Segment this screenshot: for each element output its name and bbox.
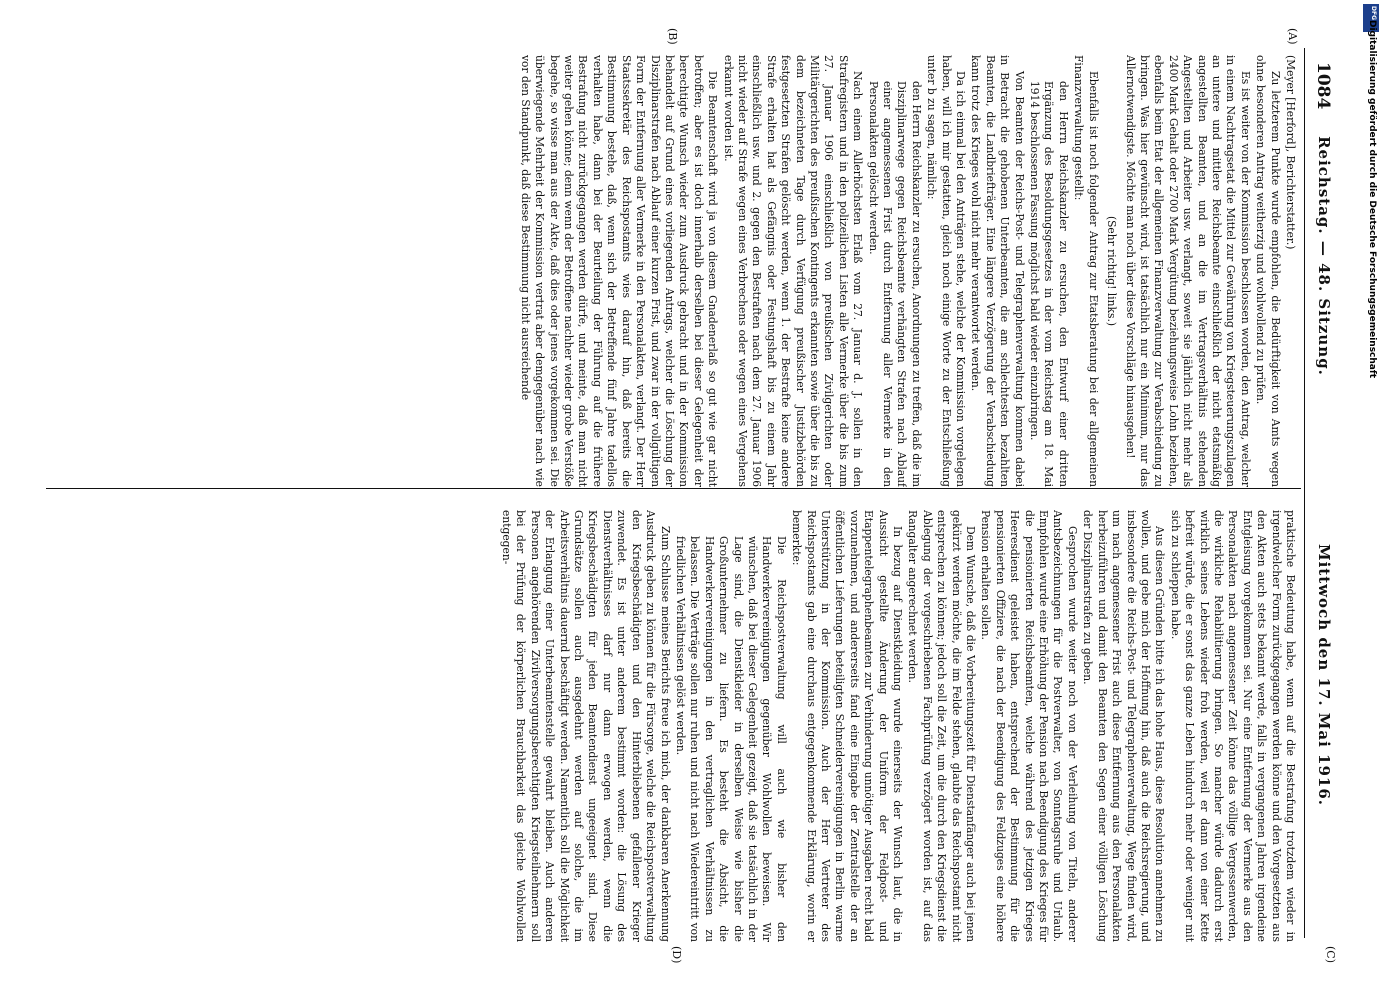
paragraph: Ebenfalls ist noch folgender Antrag zur Etatsberatung bei der allgemeinen Finanzverwaltung gestellt:	[1072, 55, 1100, 487]
margin-marker-b: (B)	[666, 28, 679, 45]
header-left-title: Reichstag. — 48. Sitzung.	[1315, 136, 1333, 376]
column-divider	[46, 488, 1301, 489]
paragraph: Gesprochen wurde weiter noch von der Verleihung von Titeln, anderer Amtsbezeichnungen für die Postverwalter, von Sonntagsruhe und Urlaub. Empfohlen wurde eine Erhöhung der Pension nach Beendigung des Krieges für die pensionierten Reichsbeamten, welche während des jetzigen Krieges Heeresdienst geleistet haben, entsprechend der Bestimmung für die pensionierten Offiziere, die nach der Beendigung des Feldzuges eine höhere Pension erhalten sollen.	[979, 510, 1079, 942]
header-rule	[1304, 48, 1305, 938]
dfg-logo-text: DFG	[1370, 6, 1377, 21]
paragraph: Dem Wunsche, daß die Vorbereitungszeit für Dienstanfänger auch bei jenen gekürzt werden möchte, die im Felde stehen, glaubte das Reichspostamt nicht entsprechen zu können; jedoch soll die Zeit, um die durch den Kriegsdienst die Ablegung der vorgeschriebenen Fachprüfung verzögert worden ist, auf das Rangalter angerechnet werden.	[906, 510, 978, 942]
paragraph: Da ich einmal bei den Anträgen stehe, welche der Kommission vorgelegen haben, will ich mir gestatten, gleich noch einige Worte zu der Entschließung unter b zu sagen, nämlich:	[925, 55, 968, 487]
page-number: 1084	[1313, 62, 1333, 110]
paragraph: Zu letzterem Punkte wurde empfohlen, die Bedürftigkeit von Amts wegen ohne besonderen Antrag weitherzig und wohlwollend zu prüfen.	[1254, 55, 1282, 487]
paragraph: Nach einem Allerhöchsten Erlaß vom 27. Januar d. J. sollen in den Strafregistern und in den polizeilichen Listen alle Vermerke über die bis zum 27. Januar 1906 einschließlich von preußischen Zivilgerichten oder Militärgerichten des preußischen Kontingents erkannten sowie über die bis zu dem bezeichneten Tage durch Verfügung preußischer Justizbehörden festgesetzten Strafen gelöscht werden, wenn 1. der Bestrafte keine andere Strafe erhalten hat als Gefängnis oder Festungshaft bis zu einem Jahr einschließlich usw. und 2. gegen den Bestraften nach dem 27. Januar 1906 nicht wieder auf Strafe wegen eines Verbrechens oder wegen eines Vergehens erkannt worden ist.	[721, 55, 865, 487]
paragraph: Es ist weiter von der Kommission beschlossen worden, den Antrag, welcher in einem Nachtragsetat die Mittel zur Gewährung von Kriegsteuerungszulagen an untere und mittlere Reichsbeamte einschließlich der nicht etatsmäßig angestellten Beamten, und an die im Vertragsverhältnis stehenden Angestellten und Arbeiter usw. verlangt, soweit sie jährlich nicht mehr als 2400 Mark Gehalt oder 2700 Mark Vergütung beziehungsweise Lohn beziehen, ebenfalls beim Etat der allgemeinen Finanzverwaltung zur Verabschiedung zu bringen. Was hier gewünscht wird, ist tatsächlich nur ein Minimum, nur das Allernotwendigste. Möchte man noch über diese Vorschläge hinausgehen!	[1123, 55, 1252, 487]
paragraph: Zum Schlusse meines Berichts freue ich mich, der dankbaren Anerkennung Ausdruck geben zu können für die Fürsorge, welche die Reichspostverwaltung den Kriegsbeschädigten und den Hinterbliebenen gefallener Krieger zuwendet. Es ist unter anderem bestimmt worden: die Lösung des Dienstverhältnisses darf nur dann erwogen werden, wenn die Kriegsbeschädigten für jeden Beamtendienst ungeeignet sind. Diese Grundsätze sollen auch ausgedehnt werden auf solche, die im Arbeitsverhältnis dauernd beschäftigt werden. Namentlich soll die Möglichkeit der Erlangung einer Unterbeamtenstelle gewahrt bleiben. Auch anderen Personen angehörenden Zivilversorgungsberechtigten Kriegsteilnehmern soll bei der Prüfung der körperlichen Brauchbarkeit das gleiche Wohlwollen entgegen-	[500, 510, 672, 942]
quoted-motion: den Herrn Reichskanzler zu ersuchen, Anordnungen zu treffen, daß die im Disziplinarwege gegen Reichsbeamte verhängten Strafen nach Ablauf einer angemessenen Frist durch Entfernung aller Vermerke in den Personalakten gelöscht werden.	[866, 81, 923, 487]
margin-marker-c: (C)	[1324, 946, 1337, 963]
paragraph: Aus diesen Gründen bitte ich das hohe Haus, diese Resolution annehmen zu wollen, und gebe mich der Hoffnung hin, daß auch die Reichsregierung, und insbesondere die Reichs-Post- und Telegraphenverwaltung, Wege finden wird, um nach angemessener Frist auch diese Entfernung aus den Personalakten herbeizuführen und damit den Beamten den Segen einer völligen Löschung der Disziplinarstrafen zu geben.	[1081, 510, 1167, 942]
digitization-note	[1365, 20, 1377, 980]
interjection: (Sehr richtig! links.)	[1105, 215, 1119, 327]
left-column	[47, 55, 1297, 487]
speaker-line: (Meyer [Herford], Berichterstatter.)	[1284, 55, 1297, 250]
quoted-motion: den Herrn Reichskanzler zu ersuchen, den Entwurf einer dritten Ergänzung des Besoldungsgesetzes in der vom Reichstag am 18. Mai 1914 beschlossenen Fassung möglichst bald wieder einzubringen.	[1028, 81, 1070, 487]
digitization-note-text: Digitalisierung gefördert durch die Deutsche Forschungsgemeinschaft	[1367, 20, 1377, 379]
header-right-title: Mittwoch den 17. Mai 1916.	[1315, 543, 1333, 807]
margin-marker-d: (D)	[670, 946, 683, 964]
paragraph: Die Beamtenschaft wird ja von diesem Gnadenerlaß so gut wie gar nicht betroffen; aber es ist doch innerhalb derselben bei dieser Gelegenheit der berechtigte Wunsch wieder zum Ausdruck gebracht und in der Kommission behandelt auf Grund eines vorliegenden Antrags, welcher die Löschung der Disziplinarstrafen nach Ablauf einer kurzen Frist, und zwar in der vollgültigen Form der Entfernung aller Vermerke in den Personalakten, verlangt. Der Herr Staatssekretär des Reichspostamts wies darauf hin, daß bereits die Bestimmung bestehe, daß, wenn sich der Betreffende fünf Jahre tadellos verhalten habe, dann bei der Beurteilung der Führung auf die frühere Bestrafung nicht zurückgegangen werden dürfe, und meinte, daß man nicht weiter gehen könne; denn wenn der Betroffene nachher wieder grobe Verstöße begehe, so wisse man aus der Akte, daß dies oder jenes vorgekommen sei. Die überwiegende Mehrheit der Kommission vertrat aber demgegenüber nach wie vor den Standpunkt, daß diese Bestimmung nicht ausreichende	[518, 55, 720, 487]
quoted-statement: Die Reichspostverwaltung will auch wie bisher den Handwerkervereinigungen gegenüber Wohlwollen beweisen. Wir wünschen, daß bei dieser Gelegenheit gezeigt, daß sie tatsächlich in der Lage sind, die Dienstkleider in derselben Weise wie bisher die Großunternehmer zu liefern. Es besteht die Absicht, die Handwerkervereinigungen in den vertraglichen Verhältnissen zu belassen. Die Verträge sollen nur ruhen und nicht nach Wiedereintritt von friedlichen Verhältnissen gelöst werden.	[673, 536, 788, 942]
paragraph: praktische Bedeutung habe, wenn auf die Bestrafung trotzdem wieder in irgendwelcher Form zurückgegangen werden könne und den Vorgesetzten aus den Akten auch stets bekannt werde, falls in vergangenen Jahren irgendeine Entgleisung vorgekommen sei. Nur eine Entfernung der Vermerke aus den Personalakten nach angemessener Zeit könne das völlige Vergessenwerden, die wirkliche Rehabilitierung bringen. So mancher würde dadurch erst wirklich seines Lebens wieder froh werden, weil er dann von einer Kette befreit würde, die er sonst das ganze Leben hindurch mehr oder weniger mit sich zu schleppen habe.	[1168, 510, 1297, 942]
margin-marker-a: (A)	[1286, 28, 1299, 45]
paragraph: Von Beamten der Reichs-Post- und Telegraphenverwaltung kommen dabei in Betracht die gehobenen Unterbeamten, die am schlechtesten bezahlten Beamten, die Landbriefträger. Eine längere Verzögerung der Verabschiedung kann trotz des Krieges wohl nicht mehr verantwortet werden.	[969, 55, 1026, 487]
right-column	[47, 510, 1297, 942]
paragraph: In bezug auf Dienstkleidung wurde einerseits der Wunsch laut, die in Aussicht gestellte Änderung der Uniform der Feldpost- und Etappentelegraphenbeamten zur Verhinderung unnötiger Ausgaben recht bald vorzunehmen, und andererseits fand eine Eingabe der Zentralstelle der an öffentlichen Lieferungen beteiligten Schneidervereinigungen in Berlin warme Unterstützung in der Kommission. Auch der Herr Vertreter des Reichspostamts gab eine durchaus entgegenkommende Erklärung, worin er bemerkte:	[790, 510, 905, 942]
